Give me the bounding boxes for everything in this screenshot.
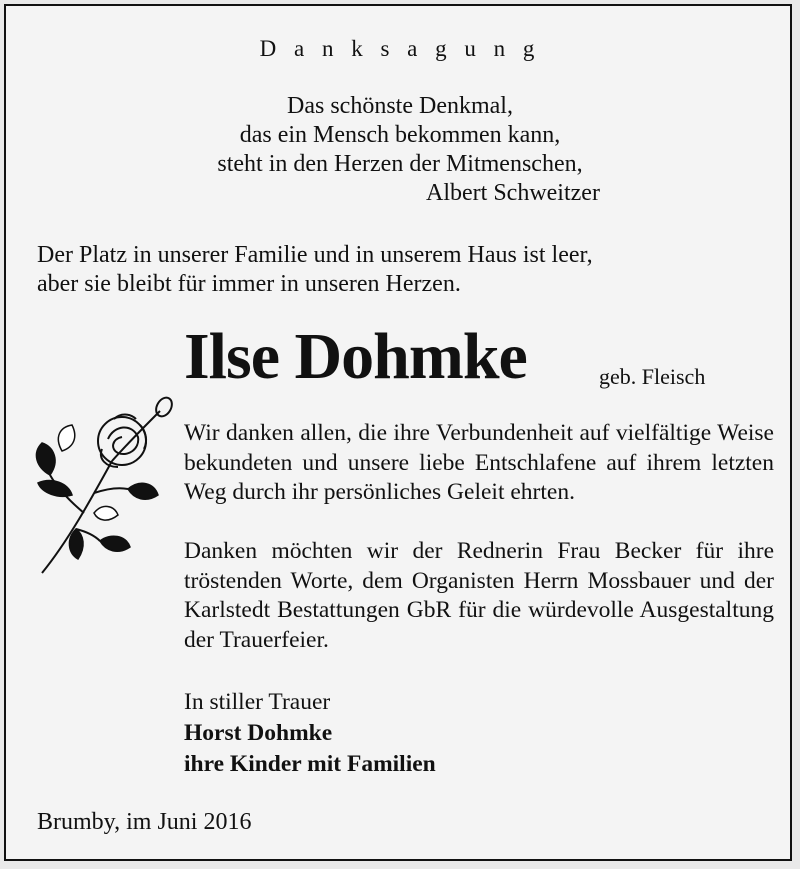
quote-line-2: das ein Mensch bekommen kann, [239, 122, 561, 148]
birth-name: geb. Fleisch [599, 364, 706, 389]
obituary-frame [4, 4, 792, 861]
paragraph-thanks: Wir danken allen, die ihre Verbundenheit auf vielfältige Weise bekundeten und unsere liebe Entschlafene auf ihrem letzten Weg durch ihr persönliches Geleit ehrten. [184, 420, 774, 505]
rose-icon [28, 391, 178, 581]
signature-name: Horst Dohmke [184, 720, 333, 746]
signature-line-1: In stiller Trauer [184, 689, 331, 715]
quote-author: Albert Schweitzer [426, 180, 600, 206]
intro-line-2: aber sie bleibt für immer in unseren Herzen. [37, 271, 461, 297]
paragraph-thanks-2: Danken möchten wir der Rednerin Frau Becker für ihre tröstenden Worte, dem Organisten Herrn Mossbauer und der Karlstedt Bestattungen GbR für die würdevolle Ausgestaltung der Trauerfeier. [184, 538, 774, 653]
quote-line-3: steht in den Herzen der Mitmenschen, [217, 151, 583, 177]
intro-line-1: Der Platz in unserer Familie und in unserem Haus ist leer, [37, 242, 593, 268]
signature-family: ihre Kinder mit Familien [184, 751, 436, 777]
place-date: Brumby, im Juni 2016 [37, 809, 252, 835]
deceased-name: Ilse Dohmke [184, 320, 527, 393]
title: D a n k s a g u n g [259, 36, 541, 61]
quote-line-1: Das schönste Denkmal, [287, 93, 513, 119]
